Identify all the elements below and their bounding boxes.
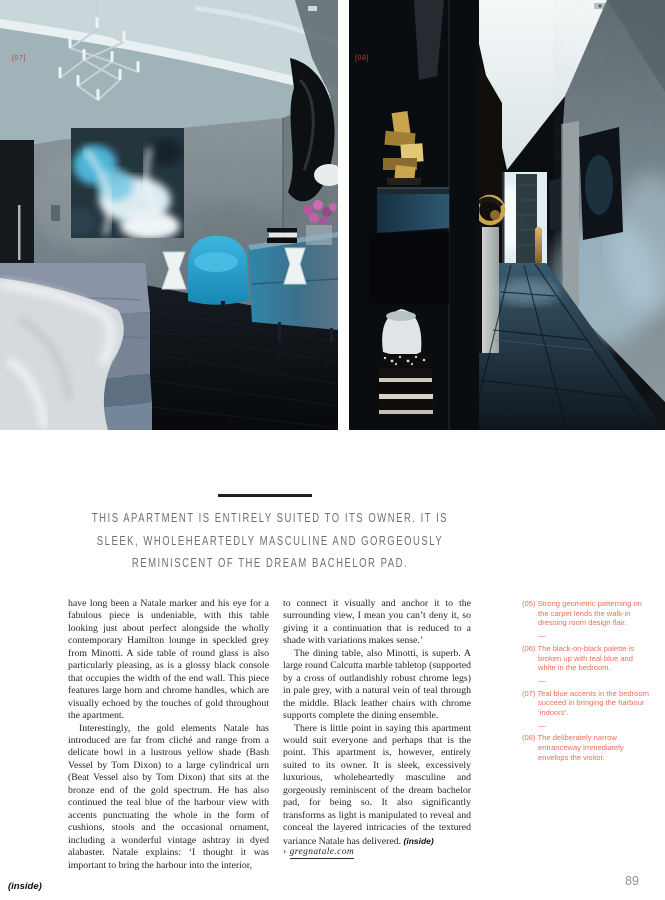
caption-text: The black-on-black palette is broken up with teal blue and white in the bedroom. (537, 643, 635, 673)
pull-quote-line: REMINISCENT OF THE DREAM BACHELOR PAD. (131, 556, 409, 570)
article-end-mark: (inside) (403, 835, 434, 846)
paragraph-text: There is little point in saying this apartment would suit everyone and perhaps that is the point. This apartment is, however, entirely suited to its owner. It is sleek, excessively luxurious, wholeheartedly masculine and gorgeously reminiscent of the dream bachelor pad, for being so. It also significantly transforms as light is manipulated to reveal and conceal the layered intricacies of the textured variance Natale has delivered. (283, 722, 471, 847)
far-window (497, 172, 547, 264)
caption-06 (522, 644, 649, 673)
caption-number: (05) (522, 599, 536, 608)
photo-bedroom-art (0, 0, 338, 430)
shelving-unit (349, 0, 479, 430)
caption-text: The deliberately narrow entranceway immediately envelops the visitor. (537, 733, 624, 762)
caption-05 (522, 599, 649, 628)
photo-hallway (349, 0, 665, 430)
pull-quote-line: SLEEK, WHOLEHEARTEDLY MASCULINE AND GORGEOUSLY (96, 533, 444, 548)
caption-08 (522, 733, 649, 762)
article-column-left (68, 598, 269, 872)
caption-07 (522, 689, 649, 718)
magazine-brand-mark: (inside) (8, 881, 42, 892)
photo-label: [08] (355, 55, 370, 62)
website-link-row (283, 847, 354, 857)
photo-hallway-art (349, 0, 665, 430)
paragraph: have long been a Natale marker and his eye for a fabulous piece is undeniable, with this table looking just about perfect alongside the wholly contemporary Hamilton lounge in speckled grey from Minotti. A side table of round glass is also particularly pleasing, as is a glossy black console that occupies the width of the end wall. This piece features large horn and chrome handles, which are visually echoed by the touches of gold throughout the apartment. (68, 598, 269, 722)
photo-captions-sidebar (522, 599, 649, 763)
abstract-painting (64, 128, 184, 240)
caption-separator: — (538, 675, 546, 685)
paragraph (283, 723, 471, 849)
caption-number: (07) (522, 688, 536, 698)
pull-quote-line: THIS APARTMENT IS ENTIRELY SUITED TO ITS OWNER. IT IS (91, 511, 449, 525)
link-chevron-icon: › (283, 847, 287, 857)
photo-label: [07] (12, 55, 27, 62)
paragraph: The dining table, also Minotti, is superb. A large round Calcutta marble tabletop (supported by a cross of outlandishly robust chrome legs) in pale grey, with a natural vein of teal through the middle. Black leather chairs with chrome supports complete the dining ensemble. (283, 647, 471, 722)
caption-text: Strong geometric patterning on the carpet lends the walk-in dressing room design flair. (537, 599, 642, 628)
paragraph: Interestingly, the gold elements Natale has introduced are far from cliché and range from a delicate bowl in a lustrous yellow shade (Bash Vessel by Tom Dixon) to a large cylindrical urn (Beat Vessel also by Tom Dixon) that sits at the bronze end of the gold spectrum. He has also continued the teal blue of the harbour view with accents punctuating the whole in the form of cushions, stools and the occasional ornament, including a wonderful vintage ashtray in dyed alabaster. Natale explains: ‘I thought it was important to bring the harbour into the interior, (68, 722, 269, 871)
pillar (562, 121, 579, 314)
caption-separator: — (538, 720, 546, 730)
article-column-right (283, 598, 471, 848)
paragraph: to connect it visually and anchor it to the surrounding view, I mean you can’t deny it, so giving it a continuation that is reduced to a shade with variations makes sense.’ (283, 598, 471, 647)
caption-text: Teal blue accents in the bedroom succeed in bringing the harbour ‘indoors’. (537, 688, 649, 718)
photo-bedroom (0, 0, 338, 430)
caption-separator: — (538, 631, 546, 641)
caption-number: (08) (522, 733, 536, 743)
book-stack (377, 354, 433, 414)
website-link[interactable]: gregnatale.com (289, 847, 355, 857)
quote-divider-rule (218, 494, 312, 497)
page-number: 89 (625, 874, 639, 888)
pull-quote (50, 507, 491, 575)
caption-number: (06) (522, 643, 536, 653)
